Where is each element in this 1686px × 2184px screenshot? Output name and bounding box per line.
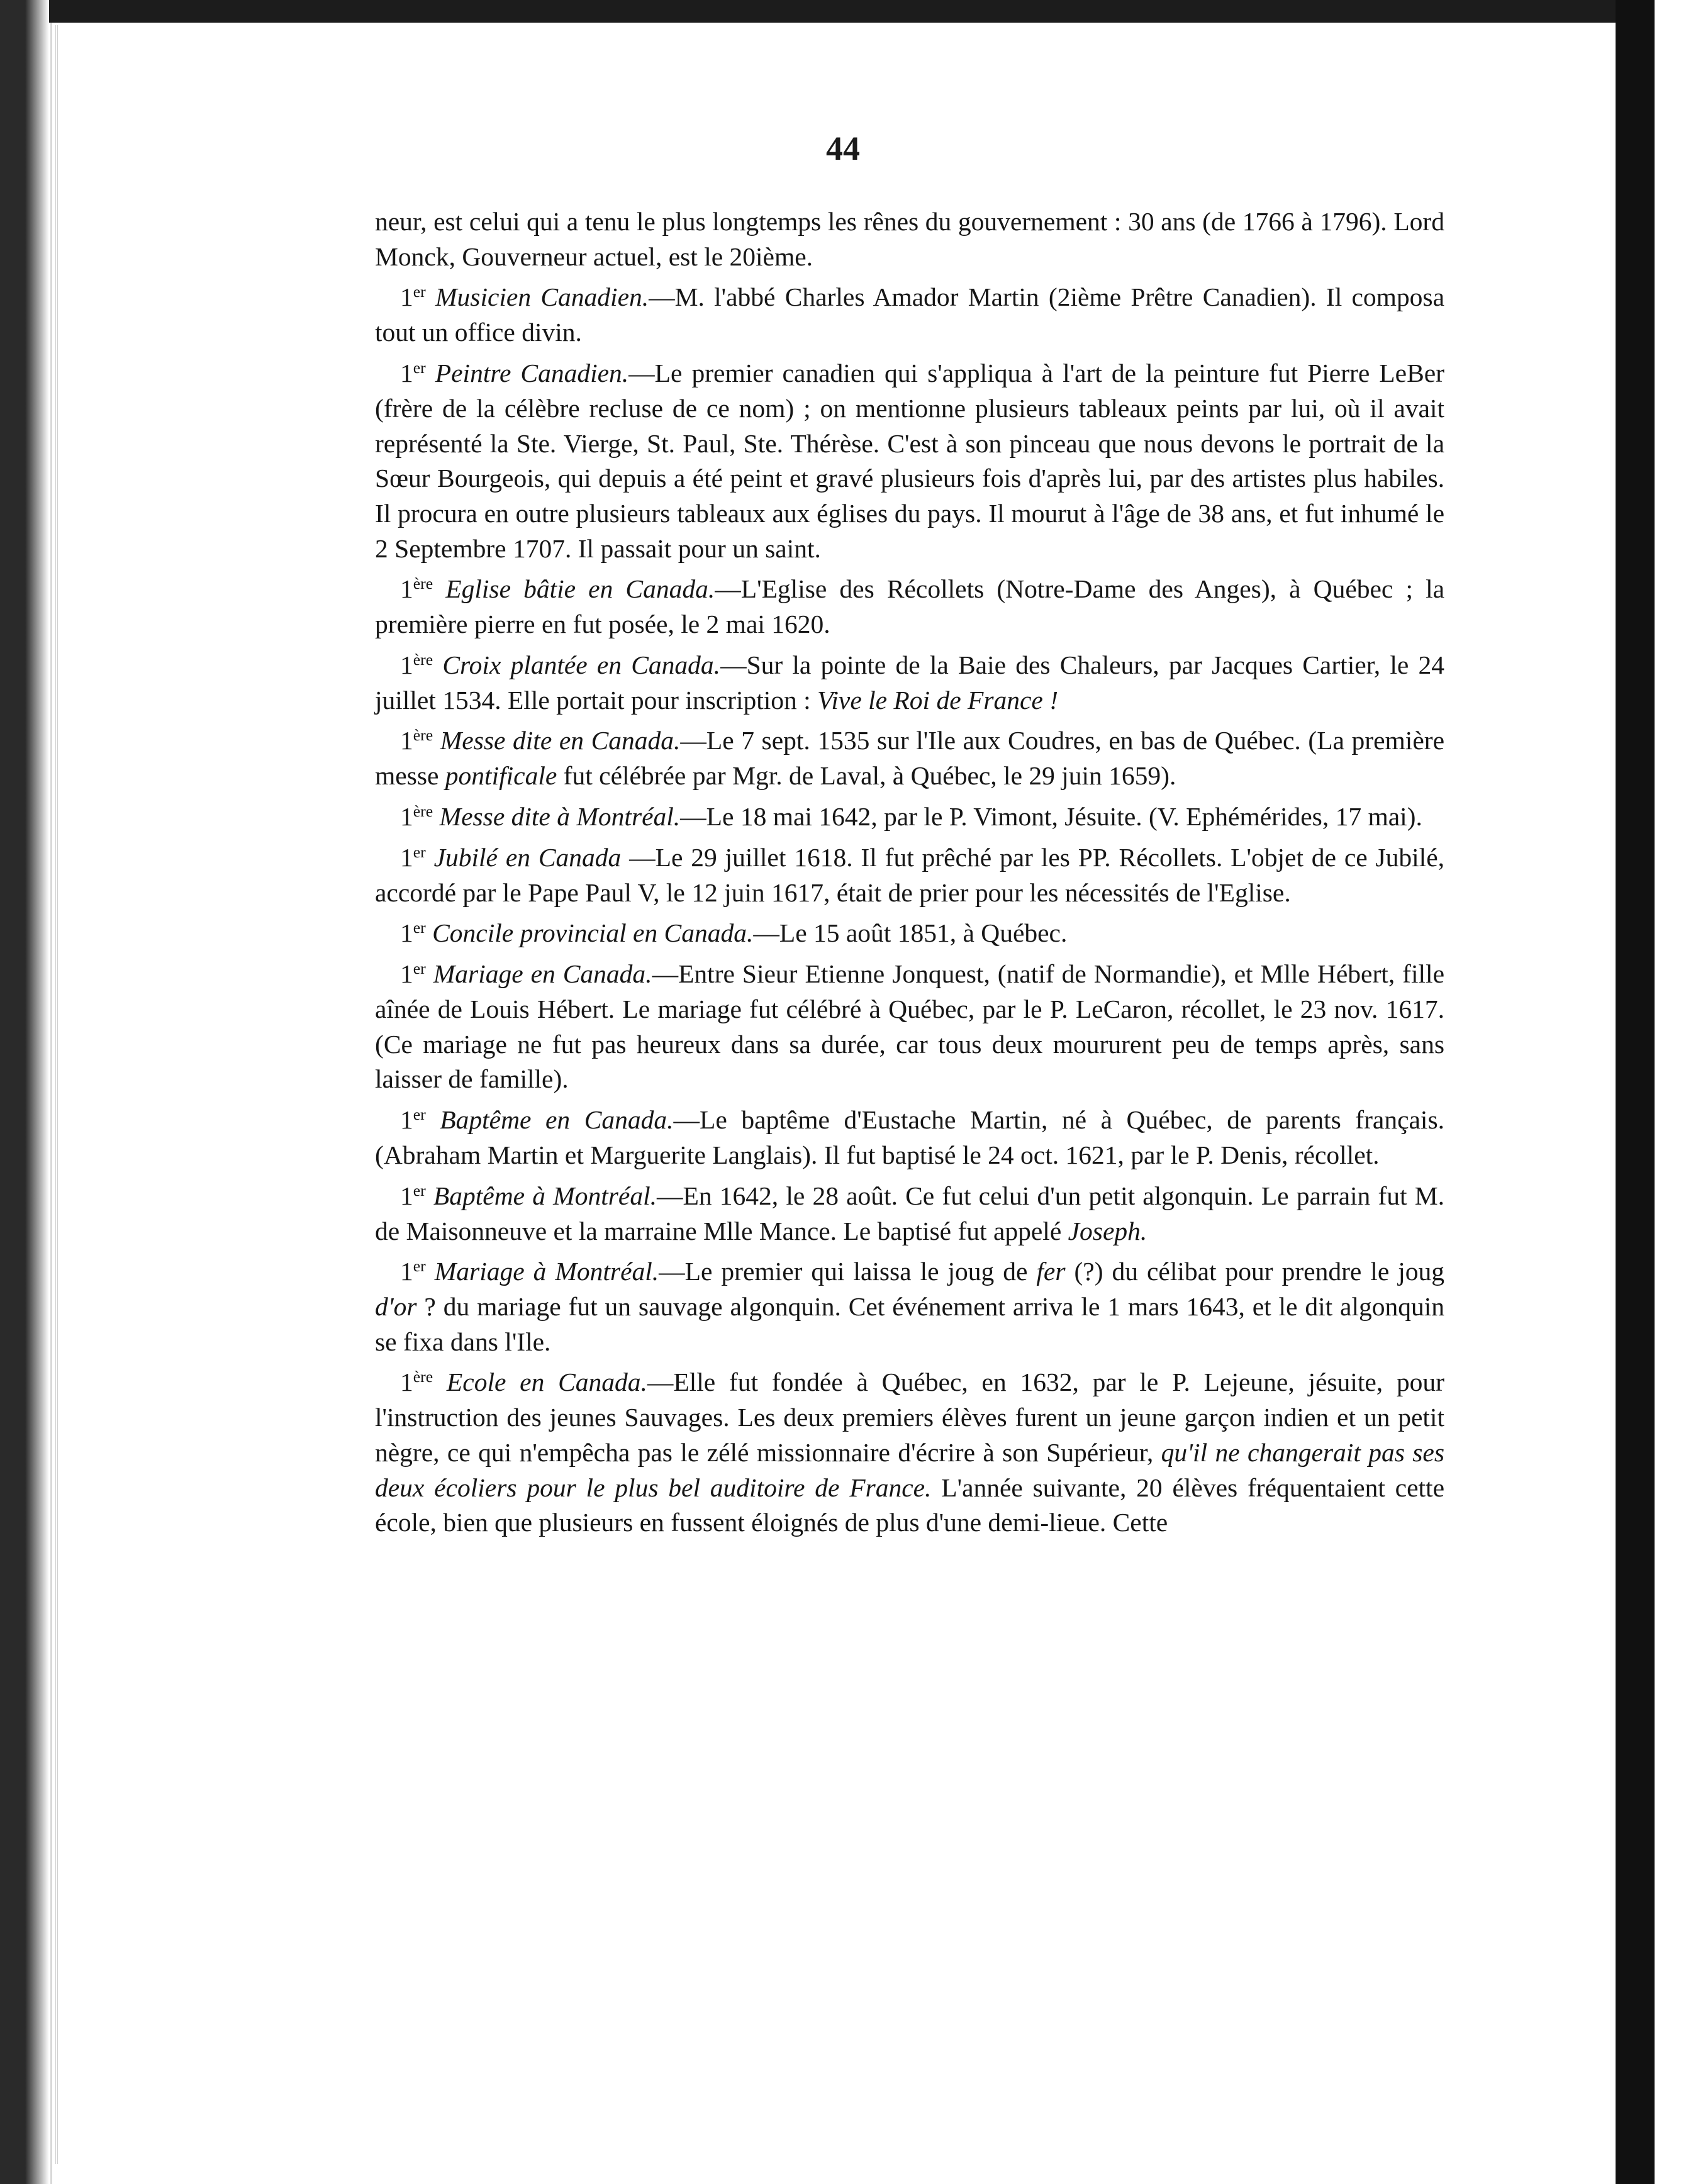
entry-italic-tail: Joseph. — [1068, 1216, 1147, 1245]
ordinal-suffix: ère — [413, 650, 433, 669]
entry-body: Elle fut fondée à Québec, en 1632, par le P. Lejeune, jésuite, pour l'instruction des jeunes Sauvages. Les deux premiers élèves furent un jeune garçon indien et un petit nègre, ce qui n'empêcha pas le zélé missionnaire d'écrire à son Supérieur, — [375, 1368, 1444, 1468]
scan-left-margin — [0, 0, 49, 2184]
entry-body: L'Eglise des Récollets (Notre-Dame des Anges), à Québec ; la première pierre en fut posée, le 2 mai 1620. — [375, 574, 1445, 639]
ordinal-number: 1 — [400, 650, 413, 679]
entry-mariage: 1er Mariage en Canada.—Entre Sieur Etienne Jonquest, (natif de Normandie), et Mlle Hébert, fille aînée de Louis Hébert. Le mariage fut célébré à Québec, par le P. LeCaron, récollet, le 23 nov. 1617. (Ce mariage ne fut pas heureux dans sa durée, car tous deux moururent peu de temps après, sans laisser de famille). — [375, 959, 1444, 1094]
page-edge-shadow — [55, 25, 92, 2164]
ordinal-suffix: er — [413, 282, 426, 301]
entry-heading: Messe dite en Canada. — [440, 726, 681, 755]
entry-bapteme-montreal: 1er Baptême à Montréal.—En 1642, le 28 août. Ce fut celui d'un petit algonquin. Le parrain fut M. de Maisonneuve et la marraine Mlle Mance. Le baptisé fut appelé Joseph. — [375, 1181, 1445, 1245]
entry-jubile: 1er Jubilé en Canada —Le 29 juillet 1618. Il fut prêché par les PP. Récollets. L'objet de ce Jubilé, accordé par le Pape Paul V, le 12 juin 1617, était de prier pour les nécessités de l'Eglise. — [375, 842, 1445, 907]
entry-messe: 1ère Messe dite en Canada.—Le 7 sept. 1535 sur l'Ile aux Coudres, en bas de Québec. (La première messe pontificale fut célébrée par Mgr. de Laval, à Québec, le 29 juin 1659). — [375, 726, 1444, 791]
scan-top-border — [49, 0, 1616, 23]
entry-messe-montreal: 1ère Messe dite à Montréal.—Le 18 mai 1642, par le P. Vimont, Jésuite. (V. Ephémérides, 17 mai). — [400, 801, 1422, 832]
entry-body: M. l'abbé Charles Amador Martin (2ième Prêtre Canadien). Il composa tout un office divin. — [375, 282, 1444, 347]
ordinal-number: 1 — [400, 959, 413, 989]
ordinal-number: 1 — [400, 1368, 413, 1397]
entry-heading: Jubilé en Canada — [433, 842, 622, 872]
body-text — [375, 204, 1444, 1540]
entry-heading: Concile provincial en Canada. — [432, 918, 754, 948]
ordinal-suffix: ère — [413, 1368, 433, 1386]
entry-body: En 1642, le 28 août. Ce fut celui d'un petit algonquin. Le parrain fut M. de Maisonneuve et la marraine Mlle Mance. Le baptisé fut appelé — [375, 1181, 1445, 1245]
ordinal-suffix: er — [413, 1105, 426, 1124]
entry-body: Entre Sieur Etienne Jonquest, (natif de Normandie), et Mlle Hébert, fille aînée de Louis Hébert. Le mariage fut célébré à Québec, par le P. LeCaron, récollet, le 23 nov. 1617. (Ce mariage ne fut pas heureux dans sa durée, car tous deux moururent peu de temps après, sans laisser de famille). — [375, 959, 1444, 1094]
entry-body: fut célébrée par Mgr. de Laval, à Québec, le 29 juin 1659). — [557, 761, 1176, 791]
paragraph-continuation: neur, est celui qui a tenu le plus longtemps les rênes du gouvernement : 30 ans (de 1766 à 1796). Lord Monck, Gouverneur actuel, est le 20ième. — [375, 207, 1444, 271]
ordinal-number: 1 — [400, 359, 413, 388]
ordinal-suffix: ère — [413, 574, 433, 593]
entry-heading: Eglise bâtie en Canada. — [445, 574, 715, 604]
entry-heading: Peintre Canadien. — [435, 359, 629, 388]
ordinal-number: 1 — [400, 1105, 413, 1135]
facing-page-edge — [1655, 0, 1686, 2184]
entry-body: ? du mariage fut un sauvage algonquin. Cet événement arriva le 1 mars 1643, et le dit algonquin se fixa dans l'Ile. — [375, 1292, 1444, 1356]
ordinal-suffix: er — [413, 1181, 426, 1200]
entry-body-italic: fer — [1036, 1257, 1066, 1286]
ordinal-number: 1 — [400, 1257, 413, 1286]
entry-body: Le 7 sept. 1535 sur l'Ile aux Coudres, en bas de Québec. (La première messe — [375, 726, 1444, 791]
entry-heading: Mariage à Montréal. — [434, 1257, 659, 1286]
entry-body-italic: qu'il ne changerait pas ses deux écoliers pour le plus bel auditoire de France. — [375, 1438, 1444, 1502]
entry-heading: Baptême à Montréal. — [433, 1181, 657, 1210]
ordinal-suffix: ère — [413, 801, 433, 820]
entry-mariage-montreal: 1er Mariage à Montréal.—Le premier qui laissa le joug de fer (?) du célibat pour prendre le joug d'or ? du mariage fut un sauvage algonquin. Cet événement arriva le 1 mars 1643, et le dit algonquin se fixa dans l'Ile. — [375, 1257, 1445, 1356]
ordinal-suffix: er — [413, 1257, 426, 1276]
entry-body: Le premier canadien qui s'appliqua à l'art de la peinture fut Pierre LeBer (frère de la célèbre recluse de ce nom) ; on mentionne plusieurs tableaux peints par lui, où il avait représenté la Ste. Vierge, St. Paul, Ste. Thérèse. C'est à son pinceau que nous devons le portrait de la Sœur Bourgeois, qui depuis a été peint et gravé plusieurs fois d'après lui, par des artistes plus habiles. Il procura en outre plusieurs tableaux aux églises du pays. Il mourut à l'âge de 38 ans, et fut inhumé le 2 Septembre 1707. Il passait pour un saint. — [375, 359, 1444, 563]
entry-body: (?) du célibat pour prendre le joug — [1065, 1257, 1445, 1286]
ordinal-suffix: er — [413, 358, 426, 377]
entry-heading: Ecole en Canada. — [446, 1368, 647, 1397]
entry-body: Le 18 mai 1642, par le P. Vimont, Jésuite. (V. Ephémérides, 17 mai). — [706, 802, 1422, 832]
entry-ecole: 1ère Ecole en Canada.—Elle fut fondée à Québec, en 1632, par le P. Lejeune, jésuite, pour l'instruction des jeunes Sauvages. Les deux premiers élèves furent un jeune garçon indien et un petit nègre, ce qui n'empêcha pas le zélé missionnaire d'écrire à son Supérieur, qu'il ne changerait pas ses deux écoliers pour le plus bel auditoire de France. L'année suivante, 20 élèves fréquentaient cette école, bien que plusieurs en fussent éloignés de plus d'une demi-lieue. Cette — [375, 1368, 1444, 1537]
entry-body: Le 29 juillet 1618. Il fut prêché par les PP. Récollets. L'objet de ce Jubilé, accordé par le Pape Paul V, le 12 juin 1617, était de prier pour les nécessités de l'Eglise. — [375, 842, 1445, 907]
entry-body: Le baptême d'Eustache Martin, né à Québec, de parents français. (Abraham Martin et Marguerite Langlais). Il fut baptisé le 24 oct. 1621, par le P. Denis, récollet. — [375, 1105, 1444, 1169]
entry-bapteme: 1er Baptême en Canada.—Le baptême d'Eustache Martin, né à Québec, de parents français. (Abraham Martin et Marguerite Langlais). Il fut baptisé le 24 oct. 1621, par le P. Denis, récollet. — [375, 1105, 1444, 1169]
ordinal-number: 1 — [400, 802, 413, 832]
entry-heading: Mariage en Canada. — [433, 959, 652, 989]
entry-musicien: 1er Musicien Canadien.—M. l'abbé Charles Amador Martin (2ième Prêtre Canadien). Il composa tout un office divin. — [375, 282, 1444, 347]
entry-heading: Musicien Canadien. — [435, 282, 649, 312]
ordinal-number: 1 — [400, 918, 413, 948]
ordinal-suffix: er — [413, 918, 426, 937]
entry-body: Le premier qui laissa le joug de — [684, 1257, 1037, 1286]
entry-concile: 1er Concile provincial en Canada.—Le 15 août 1851, à Québec. — [400, 918, 1068, 948]
entry-body: L'année suivante, 20 élèves fréquentaient cette école, bien que plusieurs en fussent éloignés de plus d'une demi-lieue. Cette — [375, 1473, 1444, 1537]
entry-body: Sur la pointe de la Baie des Chaleurs, par Jacques Cartier, le 24 juillet 1534. Elle portait pour inscription : — [375, 650, 1445, 715]
entry-italic-tail: Vive le Roi de France ! — [817, 685, 1059, 715]
entry-heading: Croix plantée en Canada. — [442, 650, 721, 679]
entry-body: Le 15 août 1851, à Québec. — [779, 918, 1068, 948]
ordinal-suffix: er — [413, 959, 426, 978]
entry-eglise: 1ère Eglise bâtie en Canada.—L'Eglise des Récollets (Notre-Dame des Anges), à Québec ; la première pierre en fut posée, le 2 mai 1620. — [375, 574, 1445, 639]
entry-heading: Baptême en Canada. — [440, 1105, 674, 1135]
ordinal-suffix: ère — [413, 726, 433, 745]
ordinal-number: 1 — [400, 842, 413, 872]
entry-croix: 1ère Croix plantée en Canada.—Sur la pointe de la Baie des Chaleurs, par Jacques Cartier, le 24 juillet 1534. Elle portait pour inscription : Vive le Roi de France ! — [375, 650, 1445, 715]
entry-body-italic: d'or — [375, 1292, 417, 1322]
gutter-shadow — [1616, 0, 1655, 2184]
entry-peintre: 1er Peintre Canadien.—Le premier canadien qui s'appliqua à l'art de la peinture fut Pierre LeBer (frère de la célèbre recluse de ce nom) ; on mentionne plusieurs tableaux peints par lui, où il avait représenté la Ste. Vierge, St. Paul, Ste. Thérèse. C'est à son pinceau que nous devons le portrait de la Sœur Bourgeois, qui depuis a été peint et gravé plusieurs fois d'après lui, par des artistes plus habiles. Il procura en outre plusieurs tableaux aux églises du pays. Il mourut à l'âge de 38 ans, et fut inhumé le 2 Septembre 1707. Il passait pour un saint. — [375, 358, 1444, 563]
ordinal-number: 1 — [400, 574, 413, 604]
ordinal-number: 1 — [400, 1181, 413, 1210]
ordinal-suffix: er — [413, 842, 426, 861]
page-number: 44 — [826, 130, 860, 167]
entry-heading: Messe dite à Montréal. — [439, 802, 681, 832]
ordinal-number: 1 — [400, 282, 413, 312]
entry-body-italic: pontificale — [445, 761, 557, 791]
ordinal-number: 1 — [400, 726, 413, 755]
